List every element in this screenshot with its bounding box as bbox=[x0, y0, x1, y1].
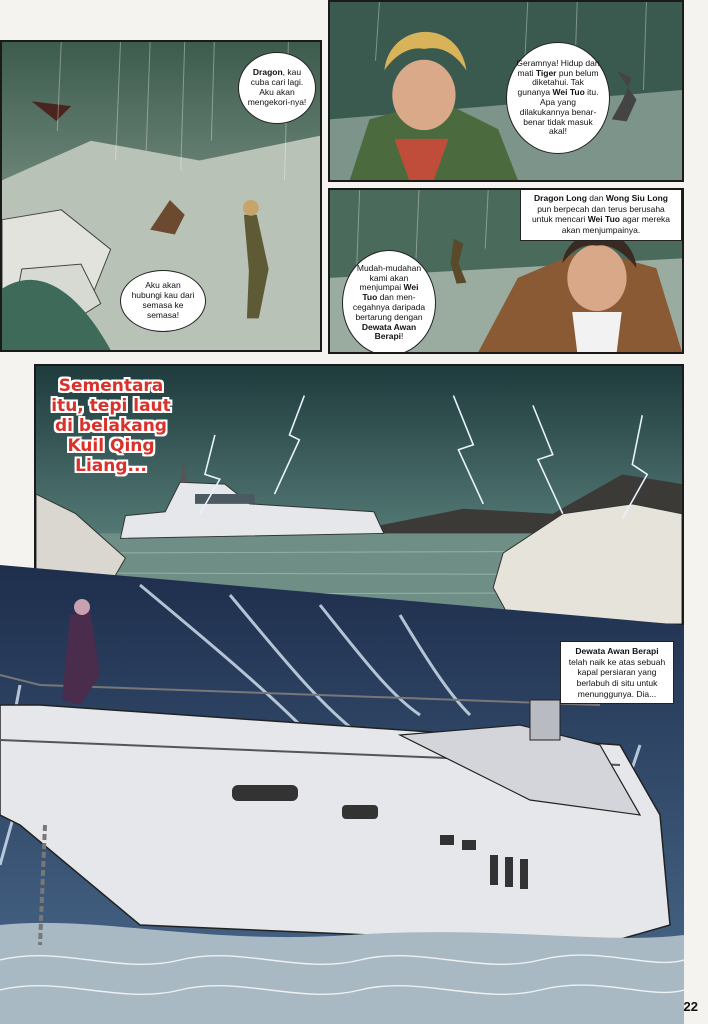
bubble-text: Geramnya! Hidup dan mati Tiger pun belum diketahui. Tak gunanya Wei Tuo itu. Apa yang dilakukannya benar-benar tidak masuk akal! bbox=[516, 57, 600, 137]
panel-2 bbox=[328, 0, 684, 182]
bubble-text: Dragon Long dan Wong Siu Long pun berpecah dan terus berusaha untuk mencari Wei Tuo agar mereka akan menjumpainya. bbox=[531, 193, 671, 235]
panel-1 bbox=[0, 40, 322, 352]
speech-bubble-hubungi bbox=[120, 270, 206, 332]
narration-sementara-itu: Sementara itu, tepi laut di belakang Kuil Qing Liang... bbox=[51, 376, 171, 477]
bubble-text: Mudah-mudahan kami akan menjumpai Wei Tuo dan men-cegahnya daripada bertarung dengan Dewata Awan Berapi! bbox=[352, 262, 426, 342]
speech-bubble-dragon bbox=[238, 52, 316, 124]
panel-5-art bbox=[0, 565, 684, 1024]
speech-bubble-geramnya bbox=[506, 42, 610, 154]
speech-bubble-mudah-mudahan bbox=[342, 250, 436, 354]
caption-dragon-long bbox=[520, 188, 682, 241]
bubble-text: Dragon, kau cuba cari lagi. Aku akan mengekori-nya! bbox=[247, 67, 307, 107]
bubble-text: Dewata Awan Berapi telah naik ke atas sebuah kapal persiaran yang berlabuh di situ untuk menunggunya. Dia... bbox=[568, 646, 666, 699]
panel-3 bbox=[328, 188, 684, 354]
panel-5 bbox=[0, 565, 684, 1024]
caption-dewata-awan-berapi bbox=[560, 641, 674, 704]
bubble-text: Aku akan hubungi kau dari semasa ke semasa! bbox=[131, 280, 195, 320]
page-number: 22 bbox=[683, 999, 698, 1014]
